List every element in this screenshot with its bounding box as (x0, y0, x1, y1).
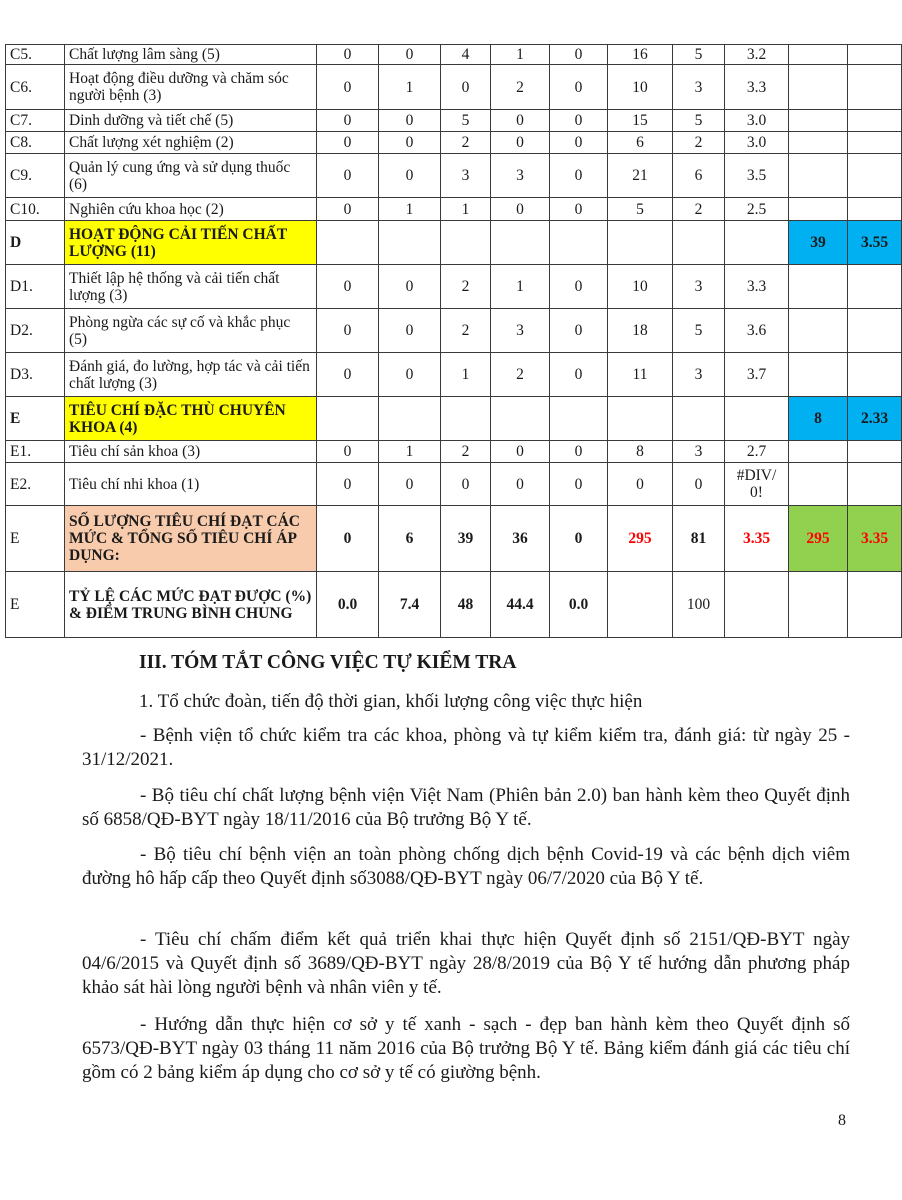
level-value: 3 (673, 441, 725, 463)
empty-cell (673, 221, 725, 265)
level-value: 3.7 (725, 353, 789, 397)
criteria-name: Nghiên cứu khoa học (2) (65, 198, 317, 221)
empty-cell (673, 397, 725, 441)
empty-cell (379, 397, 441, 441)
criteria-code: C7. (6, 110, 65, 132)
level-value: 0 (317, 65, 379, 110)
criteria-name: Hoạt động điều dưỡng và chăm sóc người bệnh (3) (65, 65, 317, 110)
level-value: 6 (673, 154, 725, 198)
rate-value: 100 (673, 572, 725, 638)
empty-cell (608, 221, 673, 265)
empty-cell (848, 441, 902, 463)
rate-value (725, 572, 789, 638)
level-value: 1 (379, 65, 441, 110)
level-value: 0 (317, 309, 379, 353)
level-value: 0 (550, 309, 608, 353)
level-value: 0 (550, 154, 608, 198)
level-value: 2 (491, 65, 550, 110)
empty-cell (491, 397, 550, 441)
level-value: 0 (550, 441, 608, 463)
criteria-name: Thiết lập hệ thống và cải tiến chất lượng (3) (65, 265, 317, 309)
level-value: 0 (550, 132, 608, 154)
level-value: 0 (550, 198, 608, 221)
empty-cell (608, 397, 673, 441)
table-row (6, 110, 902, 132)
level-value: 3.0 (725, 132, 789, 154)
criteria-code: D (6, 221, 65, 265)
empty-cell (848, 265, 902, 309)
paragraph-satisfaction-criteria: - Tiêu chí chấm điểm kết quả triển khai thực hiện Quyết định số 2151/QĐ-BYT ngày 04/6/2015 và Quyết định số 3689/QĐ-BYT ngày 28/8/2019 của Bộ Y tế hướng dẫn phương pháp khảo sát hài lòng người bệnh và nhân viên y tế. (82, 929, 850, 998)
empty-cell (789, 154, 848, 198)
criteria-score-table (5, 44, 902, 638)
total-value: 6 (379, 506, 441, 572)
criteria-code: D1. (6, 265, 65, 309)
criteria-code: D3. (6, 353, 65, 397)
table-row (6, 463, 902, 506)
level-value: 0 (379, 45, 441, 65)
table-row (6, 132, 902, 154)
criteria-code: D2. (6, 309, 65, 353)
level-value: 2 (673, 132, 725, 154)
empty-cell (379, 221, 441, 265)
criteria-name: Phòng ngừa các sự cố và khắc phục (5) (65, 309, 317, 353)
level-value: 0 (673, 463, 725, 506)
criteria-code: C8. (6, 132, 65, 154)
level-value: 0 (550, 45, 608, 65)
empty-cell (848, 198, 902, 221)
level-value: 0 (608, 463, 673, 506)
table-row (6, 265, 902, 309)
level-value: 0 (441, 65, 491, 110)
rate-value: 44.4 (491, 572, 550, 638)
empty-cell (848, 110, 902, 132)
section-heading: III. TÓM TẮT CÔNG VIỆC TỰ KIỂM TRA (139, 652, 517, 673)
table-row (6, 309, 902, 353)
level-value: 2 (441, 265, 491, 309)
paragraph-green-clean-criteria: - Hướng dẫn thực hiện cơ sở y tế xanh - sạch - đẹp ban hành kèm theo Quyết định số 6573/QĐ-BYT ngày 03 tháng 11 năm 2016 của Bộ trưởng Bộ Y tế. Bảng kiểm đánh giá các tiêu chí gồm có 2 bảng kiểm áp dụng cho cơ sở y tế có giường bệnh. (82, 1014, 850, 1083)
empty-cell (848, 45, 902, 65)
level-value: 0 (317, 132, 379, 154)
level-value: #DIV/ 0! (725, 463, 789, 506)
level-value: 3 (673, 65, 725, 110)
empty-cell (789, 132, 848, 154)
criteria-name: Tiêu chí nhi khoa (1) (65, 463, 317, 506)
level-value: 5 (673, 309, 725, 353)
empty-cell (441, 397, 491, 441)
empty-cell (789, 198, 848, 221)
level-value: 21 (608, 154, 673, 198)
level-value: 0 (317, 353, 379, 397)
rate-value: 0.0 (317, 572, 379, 638)
empty-cell (789, 572, 848, 638)
section-row (6, 397, 902, 441)
level-value: 0 (491, 441, 550, 463)
level-value: 3.3 (725, 65, 789, 110)
level-value: 0 (317, 463, 379, 506)
empty-cell (317, 397, 379, 441)
level-value: 1 (491, 45, 550, 65)
level-value: 3.0 (725, 110, 789, 132)
grand-total: 295 (789, 506, 848, 572)
level-value: 2 (441, 132, 491, 154)
empty-cell (550, 221, 608, 265)
empty-cell (848, 309, 902, 353)
empty-cell (725, 221, 789, 265)
empty-cell (848, 132, 902, 154)
table-row (6, 45, 902, 65)
criteria-name: Dinh dưỡng và tiết chế (5) (65, 110, 317, 132)
level-value: 11 (608, 353, 673, 397)
empty-cell (725, 397, 789, 441)
total-value: 3.35 (725, 506, 789, 572)
rate-value: 48 (441, 572, 491, 638)
level-value: 2.5 (725, 198, 789, 221)
empty-cell (550, 397, 608, 441)
criteria-code: C6. (6, 65, 65, 110)
section-average: 2.33 (848, 397, 902, 441)
level-value: 2.7 (725, 441, 789, 463)
criteria-name: Đánh giá, đo lường, hợp tác và cải tiến chất lượng (3) (65, 353, 317, 397)
level-value: 0 (317, 265, 379, 309)
level-value: 18 (608, 309, 673, 353)
empty-cell (491, 221, 550, 265)
rate-label: TỶ LỆ CÁC MỨC ĐẠT ĐƯỢC (%) & ĐIỂM TRUNG BÌNH CHUNG (65, 572, 317, 638)
level-value: 0 (550, 65, 608, 110)
level-value: 0 (550, 265, 608, 309)
table-row (6, 441, 902, 463)
criteria-name: Chất lượng lâm sàng (5) (65, 45, 317, 65)
table-row (6, 353, 902, 397)
level-value: 1 (491, 265, 550, 309)
level-value: 1 (379, 198, 441, 221)
paragraph-organization: 1. Tổ chức đoàn, tiến độ thời gian, khối lượng công việc thực hiện (139, 691, 643, 712)
level-value: 0 (317, 154, 379, 198)
empty-cell (789, 110, 848, 132)
empty-cell (441, 221, 491, 265)
level-value: 2 (673, 198, 725, 221)
section-row (6, 221, 902, 265)
level-value: 5 (441, 110, 491, 132)
level-value: 0 (317, 441, 379, 463)
level-value: 16 (608, 45, 673, 65)
level-value: 15 (608, 110, 673, 132)
total-value: 36 (491, 506, 550, 572)
empty-cell (789, 353, 848, 397)
criteria-name: HOẠT ĐỘNG CẢI TIẾN CHẤT LƯỢNG (11) (65, 221, 317, 265)
level-value: 0 (317, 45, 379, 65)
criteria-name: Tiêu chí sản khoa (3) (65, 441, 317, 463)
level-value: 0 (491, 132, 550, 154)
empty-cell (848, 353, 902, 397)
level-value: 8 (608, 441, 673, 463)
level-value: 3 (673, 265, 725, 309)
section-total: 8 (789, 397, 848, 441)
rate-value: 7.4 (379, 572, 441, 638)
criteria-code: C5. (6, 45, 65, 65)
criteria-code: E2. (6, 463, 65, 506)
criteria-code: E (6, 506, 65, 572)
level-value: 3 (673, 353, 725, 397)
total-value: 0 (317, 506, 379, 572)
level-value: 3.6 (725, 309, 789, 353)
paragraph-inspection-dates: - Bệnh viện tổ chức kiểm tra các khoa, phòng và tự kiểm kiểm tra, đánh giá: từ ngày 25 - 31/12/2021. (82, 725, 850, 770)
empty-cell (789, 65, 848, 110)
level-value: 10 (608, 65, 673, 110)
rate-value (608, 572, 673, 638)
total-value: 39 (441, 506, 491, 572)
level-value: 3.2 (725, 45, 789, 65)
level-value: 1 (441, 353, 491, 397)
total-label: SỐ LƯỢNG TIÊU CHÍ ĐẠT CÁC MỨC & TỔNG SỐ TIÊU CHÍ ÁP DỤNG: (65, 506, 317, 572)
total-value: 81 (673, 506, 725, 572)
criteria-code: C10. (6, 198, 65, 221)
page-number: 8 (838, 1112, 846, 1129)
section-average: 3.55 (848, 221, 902, 265)
total-value: 0 (550, 506, 608, 572)
level-value: 0 (550, 463, 608, 506)
level-value: 5 (608, 198, 673, 221)
total-row (6, 506, 902, 572)
level-value: 0 (379, 463, 441, 506)
level-value: 0 (379, 110, 441, 132)
criteria-code: C9. (6, 154, 65, 198)
empty-cell (789, 441, 848, 463)
empty-cell (848, 65, 902, 110)
level-value: 3 (491, 154, 550, 198)
criteria-name: Chất lượng xét nghiệm (2) (65, 132, 317, 154)
paragraph-covid-criteria: - Bộ tiêu chí bệnh viện an toàn phòng chống dịch bệnh Covid-19 và các bệnh dịch viêm đường hô hấp cấp theo Quyết định số3088/QĐ-BYT ngày 06/7/2020 của Bộ Y tế. (82, 844, 850, 889)
level-value: 0 (379, 309, 441, 353)
empty-cell (848, 572, 902, 638)
table-row (6, 65, 902, 110)
level-value: 2 (441, 309, 491, 353)
level-value: 3.3 (725, 265, 789, 309)
level-value: 0 (550, 353, 608, 397)
criteria-name: Quản lý cung ứng và sử dụng thuốc (6) (65, 154, 317, 198)
level-value: 0 (317, 198, 379, 221)
rate-value: 0.0 (550, 572, 608, 638)
table-row (6, 198, 902, 221)
empty-cell (848, 463, 902, 506)
level-value: 1 (379, 441, 441, 463)
level-value: 0 (379, 154, 441, 198)
level-value: 0 (491, 110, 550, 132)
criteria-name: TIÊU CHÍ ĐẶC THÙ CHUYÊN KHOA (4) (65, 397, 317, 441)
level-value: 0 (317, 110, 379, 132)
grand-average: 3.35 (848, 506, 902, 572)
level-value: 0 (441, 463, 491, 506)
paragraph-quality-criteria: - Bộ tiêu chí chất lượng bệnh viện Việt Nam (Phiên bản 2.0) ban hành kèm theo Quyết định số 6858/QĐ-BYT ngày 18/11/2016 của Bộ trưởng Bộ Y tế. (82, 785, 850, 830)
level-value: 0 (491, 463, 550, 506)
level-value: 0 (379, 265, 441, 309)
level-value: 5 (673, 110, 725, 132)
level-value: 0 (491, 198, 550, 221)
rate-row (6, 572, 902, 638)
level-value: 2 (441, 441, 491, 463)
criteria-code: E (6, 572, 65, 638)
level-value: 2 (491, 353, 550, 397)
table-row (6, 154, 902, 198)
level-value: 4 (441, 45, 491, 65)
empty-cell (848, 154, 902, 198)
section-total: 39 (789, 221, 848, 265)
level-value: 3 (491, 309, 550, 353)
empty-cell (789, 45, 848, 65)
level-value: 0 (550, 110, 608, 132)
empty-cell (789, 309, 848, 353)
level-value: 10 (608, 265, 673, 309)
empty-cell (317, 221, 379, 265)
level-value: 0 (379, 353, 441, 397)
level-value: 3 (441, 154, 491, 198)
level-value: 1 (441, 198, 491, 221)
level-value: 6 (608, 132, 673, 154)
criteria-code: E1. (6, 441, 65, 463)
level-value: 0 (379, 132, 441, 154)
empty-cell (789, 463, 848, 506)
criteria-code: E (6, 397, 65, 441)
level-value: 5 (673, 45, 725, 65)
level-value: 3.5 (725, 154, 789, 198)
total-value: 295 (608, 506, 673, 572)
empty-cell (789, 265, 848, 309)
